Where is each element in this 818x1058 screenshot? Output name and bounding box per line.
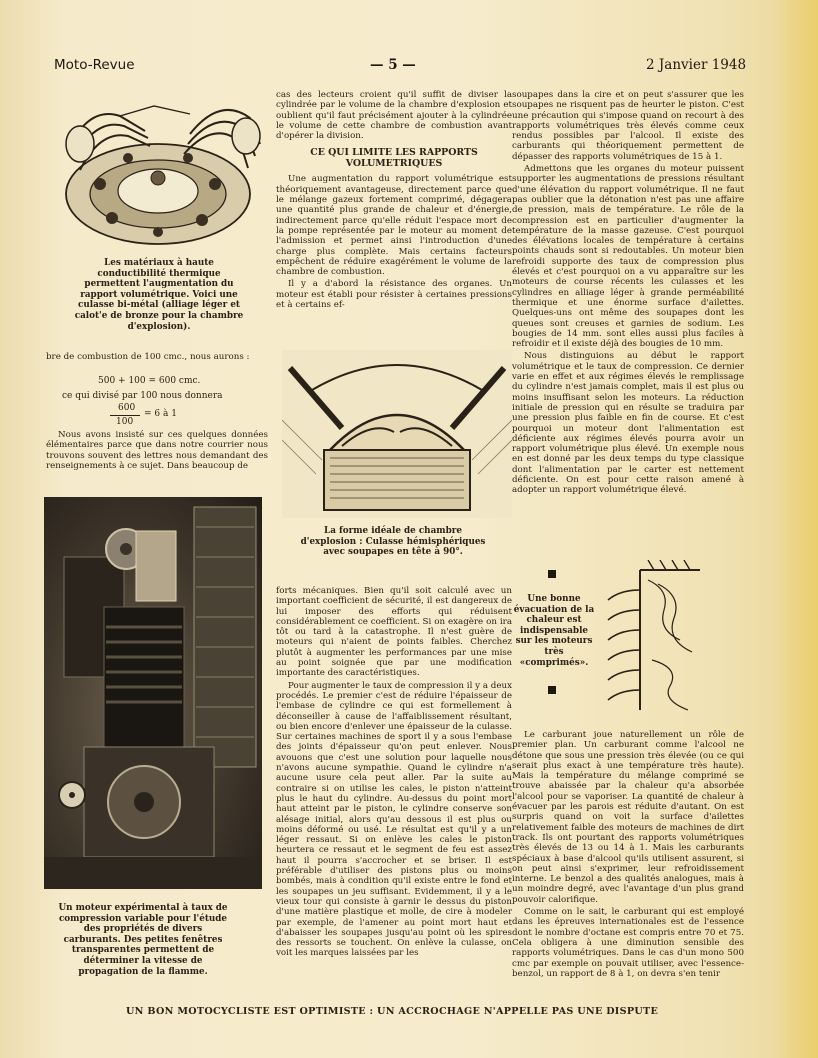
magazine-title: Moto-Revue [54,57,135,73]
engine-photo-drawing [44,497,262,889]
equation-sum: 500 + 100 = 600 cmc. [98,376,201,386]
footer-slogan: UN BON MOTOCYCLISTE EST OPTIMISTE : UN ACCROCHAGE N'APPELLE PAS UNE DISPUTE [126,1006,659,1017]
paragraph: Il y a d'abord la résistance des organes. Un moteur est établi pour résister à certaines pressions et à certains ef- [276,279,512,311]
paragraph: Nous avons insisté sur ces quelques données élémentaires parce que dans notre courrier nous trouvons souvent des lettres nous demandant des renseignements à ce sujet. Dans beaucoup de [46,430,268,471]
paragraph: cas des lecteurs croient qu'il suffit de diviser la cylindrée par le volume de la chambre d'explosion et oublient qu'il faut précisément ajouter à la cylindrée le volume de cette chambre de combustion avant d'opérer la division. [276,90,512,142]
bimetal-cylinder-head-illustration [50,86,268,256]
paragraph: Admettons que les organes du moteur puissent supporter les augmentations de pressions résultant d'une élévation du rapport volumétrique. Il ne faut pas oublier que la détonation n'est pas une affaire de pression, mais de température. Le rôle de la compression est en particulier d'augmenter la température de la masse gazeuse. C'est pourquoi des élévations locales de température à certains points chauds sont si redoutables. Un moteur bien refroidi supporte des taux de compression plus élevés et c'est pourquoi on a vu apparaître sur les moteurs de course récents les culasses et les cylindres en alliage léger à grande perméabilité thermique et une énorme surface d'ailettes. Quelques-uns ont même des soupapes dont les queues sont creuses et garnies de sodium. Les bougies de 14 mm. sont elles aussi plus faciles à refroidir et il existe déjà des bougies de 10 mm. [512,164,744,350]
column-3-text-bottom [512,730,744,981]
issue-date: 2 Janvier 1948 [646,57,747,73]
paragraph: soupapes dans la cire et on peut s'assurer que les soupapes ne risquent pas de heurter le piston. C'est une précaution qui s'impose quand on recourt à des rapports volumétriques très élevés comme ceux rendus possibles par l'alcool. Il existe des carburants qui théoriquement permettent de dépasser des rapports volumétriques de 15 à 1. [512,90,744,162]
figure-caption-cylinder-head: Les matériaux à haute conductibilité thermique permettent l'augmentation du rapport volumétrique. Voici une culasse bi-métal (alliage léger et calot'e de bronze pour la chambre d'explosion). [74,258,244,332]
figure-caption-experimental-engine: Un moteur expérimental à taux de compression variable pour l'étude des propriétés de divers carburants. Des petites fenêtres transparentes permettent de déterminer la vitesse de propagation de la flamme. [58,903,228,977]
page-number: — 5 — [370,57,416,73]
paragraph: Nous distinguions au début le rapport volumétrique et le taux de compression. Ce dernier varie en effet et aux régimes élevés le remplissage du cylindre n'est jamais complet, mais il est plus ou moins insuffisant selon les moteurs. La réduction initiale de pression qui en résulte se traduira par une pression plus faible en fin de course. Et c'est pourquoi un moteur dont l'alimentation est déficiente aux régimes élevés pourra avoir un rapport volumétrique plus élevé. Un exemple nous en est donné par les deux temps du type classique dont l'alimentation par le carter est nettement déficiente. On est pour cette raison amené à adopter un rapport volumétrique élevé. [512,351,744,496]
paragraph: forts mécaniques. Bien qu'il soit calculé avec un important coefficient de sécurité, il est dangereux de lui imposer des efforts qui réduisent considérablement ce coefficient. Si on exagère on ira tôt ou tard à la catastrophe. Il n'est guère de moteurs qui n'aient de points faibles. Cherchez plutôt à augmenter les performances par une mise au point soignée que par une modification importante des caractéristiques. [276,586,512,679]
heat-dissipation-illustration [600,560,716,720]
fraction-denominator: 100 [116,417,134,427]
experimental-engine-photo [44,497,262,889]
column-2-text-bottom [276,586,512,961]
bullet-square [548,686,556,694]
fraction-result: = 6 à 1 [144,409,177,419]
paragraph: Le carburant joue naturellement un rôle de premier plan. Un carburant comme l'alcool ne détone que sous une pression très élevée (ou ce qui serait plus exact à une température très haute). Mais la température du mélange comprimé se trouve abaissée par la chaleur qu'a absorbée l'alcool pour se vaporiser. La quantité de chaleur à évacuer par les parois est réduite d'autant. On est surpris quand on voit la surface d'ailettes relativement faible des moteurs de machines de dirt track. Ils ont pourtant des rapports volumétriques très élevés de 13 ou 14 à 1. Mais les carburants spéciaux à base d'alcool qu'ils utilisent assurent, si on peut ainsi s'exprimer, leur refroidissement interne. Le benzol a des qualités analogues, mais à un moindre degré, avec l'avantage d'un plus grand pouvoir calorifique. [512,730,744,905]
hemispherical-chamber-illustration [282,350,512,518]
figure-caption-chamber: La forme idéale de chambre d'explosion : Culasse hémisphériques avec soupapes en tête à 90°. [300,526,486,558]
fraction-bar [110,415,140,416]
page-edge-shading [774,0,818,1058]
column-3-text-top [512,90,744,498]
paragraph: Pour augmenter le taux de compression il y a deux procédés. Le premier c'est de réduire l'épaisseur de l'embase de cylindre ce qui est formellement à déconseiller à cause de l'affaiblissement résultant, ou bien encore d'enlever une épaisseur de la culasse. Sur certaines machines de sport il y a sous l'embase des joints d'épaisseur qu'on peut enlever. Nous avouons que c'est une solution pour laquelle nous n'avons aucune sympathie. Quand le cylindre n'a aucune usure cela peut aller. Par la suite au contraire si on utilise les cales, le piston n'atteint plus le haut du cylindre. Au-dessus du point mort haut atteint par le piston, le cylindre conserve son alésage initial, alors qu'au dessous il est plus ou moins déformé ou usé. Le résultat est qu'il y a un léger ressaut. Si on enlève les cales le piston heurtera ce ressaut et le segment de feu est assez haut il pourra s'accrocher et se briser. Il est préférable d'utiliser des pistons plus ou moins bombés, mais à condition qu'il existe entre le fond et les soupapes un jeu suffisant. Evidemment, il y a le vieux tour qui consiste à garnir le dessus du piston d'une matière plastique et molle, de cire à modeler par exemple, de l'amener au point mort haut et d'abaisser les soupapes jusqu'au point où les spires des ressorts se touchent. On enlève la culasse, on voit les marques laissées par les [276,680,512,959]
column-2-text-top [276,90,512,312]
column-1-text-2 [46,430,268,473]
calculation-block [46,376,268,426]
paragraph: Comme on le sait, le carburant qui est employé dans les épreuves internationales est de l'essence dont le nombre d'octane est compris entre 70 et 75. Cela obligera à une diminution sensible des rapports volumétriques. Dans le cas d'un mono 500 cmc par exemple on pouvait utiliser, avec l'essence-benzol, un rapport de 8 à 1, on devra s'en tenir [512,907,744,979]
column-1-text [46,352,268,364]
section-heading: CE QUI LIMITE LES RAPPORTS VOLUMETRIQUES [310,147,478,170]
bullet-square [548,570,556,578]
equation-text: ce qui divisé par 100 nous donnera [62,391,223,401]
paragraph: bre de combustion de 100 cmc., nous aurons : [46,352,250,362]
figure-caption-cooling: Une bonne évacuation de la chaleur est indispensable sur les moteurs très «comprimés». [513,594,595,668]
paragraph: Une augmentation du rapport volumétrique est théoriquement avantageuse, directement parce que le mélange gazeux fortement comprimé, dégagera une quantité plus grande de chaleur et d'énergie, indirectement parce qu'elle réduit l'espace mort de la pompe représentée par le moteur au moment de l'admission et permet ainsi l'introduction d'une charge plus complète. Mais certains facteurs empêchent de réduire exagérément le volume de la chambre de combustion. [276,174,512,278]
fraction-numerator: 600 [118,403,136,413]
